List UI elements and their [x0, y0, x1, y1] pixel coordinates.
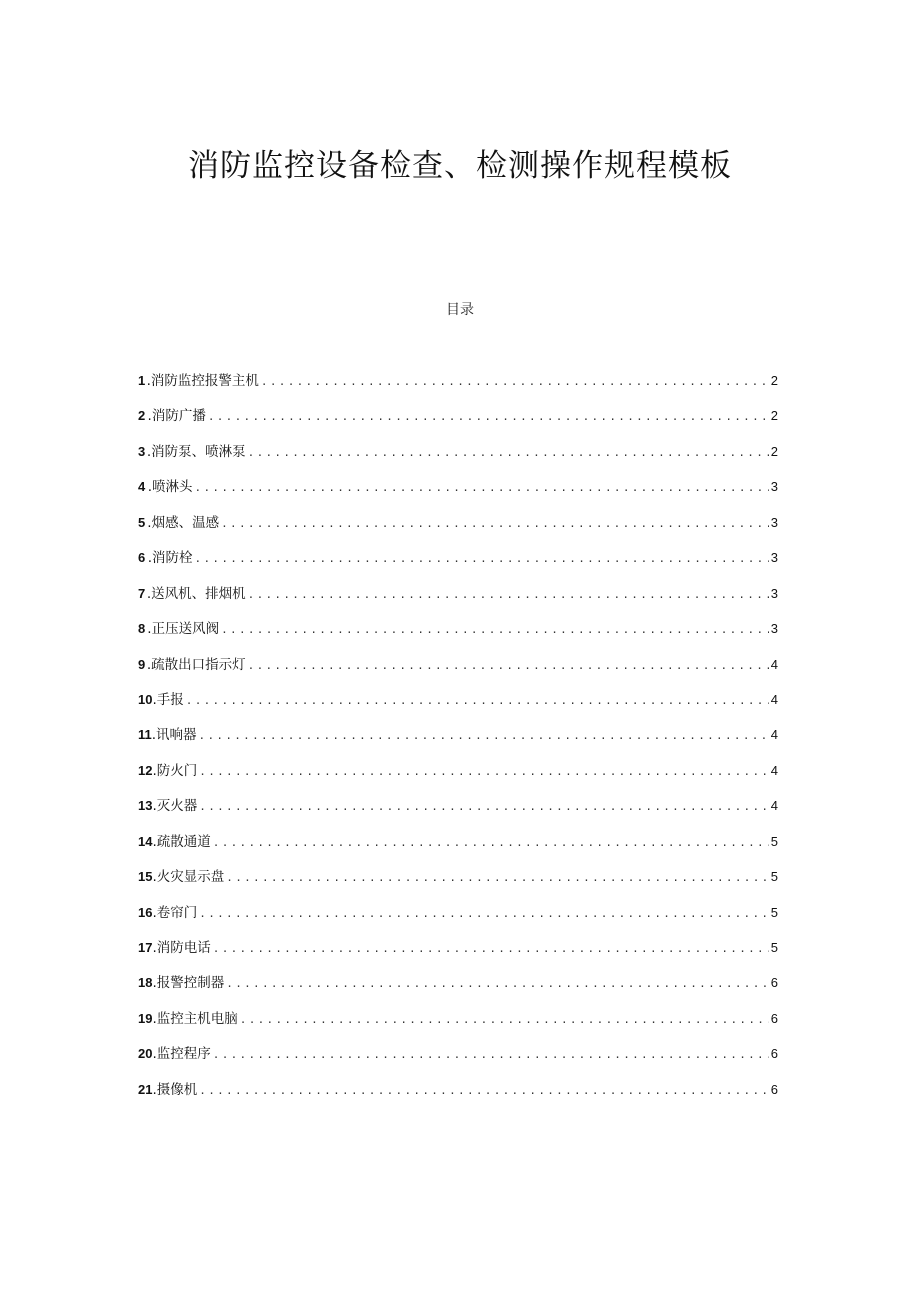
toc-entry-number: 3 [138, 443, 146, 459]
toc-entry[interactable] [138, 934, 778, 969]
toc-entry-page: 6 [770, 1010, 778, 1026]
document-title: 消防监控设备检查、检测操作规程模板 [188, 148, 732, 184]
toc-entry-label: .烟感、温感 [147, 514, 220, 531]
toc-entry[interactable] [138, 969, 778, 1004]
toc-entry-number: 18 [138, 975, 153, 991]
toc-entry-page: 5 [770, 940, 778, 955]
toc-dot-leader [199, 758, 769, 786]
toc-entry-number: 20 [138, 1046, 153, 1062]
toc-entry-label: .监控程序 [152, 1046, 211, 1063]
toc-entry-label: .消防监控报警主机 [146, 373, 259, 389]
toc-entry-page: 4 [770, 762, 778, 778]
toc-entry[interactable] [138, 1005, 778, 1040]
toc-entry-number: 8 [138, 621, 146, 637]
toc-entry-label: .喷淋头 [147, 479, 193, 496]
toc-entry-page: 3 [770, 585, 778, 601]
toc-entry-page: 2 [770, 443, 778, 459]
toc-dot-leader [226, 864, 769, 892]
toc-entry-number: 9 [138, 656, 146, 672]
toc-entry-page: 6 [770, 1046, 778, 1062]
toc-entry-page: 5 [770, 869, 778, 885]
toc-entry[interactable] [138, 367, 778, 402]
toc-dot-leader [199, 900, 769, 928]
toc-dot-leader [213, 829, 769, 857]
toc-entry-page: 5 [770, 833, 778, 849]
toc-entry-number: 4 [138, 479, 146, 495]
toc-entry[interactable] [138, 899, 778, 934]
toc-entry-page: 3 [770, 479, 778, 495]
toc-entry-label: .灭火器 [152, 798, 198, 815]
toc-dot-leader [221, 616, 769, 644]
toc-entry-number: 10 [138, 691, 153, 707]
toc-entry[interactable] [138, 1040, 778, 1075]
toc-entry[interactable] [138, 1076, 778, 1111]
toc-entry-number: 11 [138, 727, 152, 743]
toc-dot-leader [240, 1006, 769, 1034]
toc-entry[interactable] [138, 615, 778, 650]
toc-entry-page: 6 [770, 975, 778, 991]
table-of-contents [138, 367, 778, 1111]
toc-dot-leader [208, 403, 769, 431]
toc-entry-label: .卷帘门 [152, 904, 198, 921]
toc-entry-label: .疏散通道 [152, 833, 211, 850]
toc-entry-number: 12 [138, 762, 153, 778]
toc-dot-leader [248, 581, 769, 609]
toc-entry-page: 5 [770, 904, 778, 920]
toc-entry[interactable] [138, 721, 778, 756]
toc-entry[interactable] [138, 509, 778, 544]
toc-entry-number: 17 [138, 940, 153, 955]
toc-entry-number: 16 [138, 904, 153, 920]
toc-dot-leader [221, 510, 769, 538]
toc-entry-label: .讯响器 [151, 727, 197, 744]
toc-entry-number: 19 [138, 1010, 153, 1026]
toc-entry[interactable] [138, 473, 778, 508]
toc-entry-page: 2 [770, 373, 778, 388]
toc-dot-leader [199, 793, 769, 821]
toc-dot-leader [199, 1077, 769, 1105]
toc-entry[interactable] [138, 792, 778, 827]
toc-dot-leader [213, 1041, 769, 1069]
toc-entry-label: .送风机、排烟机 [146, 585, 246, 602]
toc-entry-page: 3 [770, 550, 778, 566]
toc-entry-number: 6 [138, 550, 146, 566]
toc-entry-page: 3 [770, 514, 778, 530]
toc-entry-number: 1 [138, 373, 146, 388]
toc-entry[interactable] [138, 686, 778, 721]
toc-dot-leader [261, 368, 769, 396]
toc-entry-page: 3 [770, 621, 778, 637]
toc-dot-leader [186, 687, 769, 715]
toc-heading: 目录 [446, 302, 474, 318]
toc-entry-label: .消防广播 [147, 408, 206, 425]
toc-entry[interactable] [138, 651, 778, 686]
toc-dot-leader [213, 935, 769, 963]
toc-entry[interactable] [138, 544, 778, 579]
toc-entry-number: 2 [138, 408, 146, 424]
toc-entry-label: .摄像机 [152, 1081, 198, 1098]
toc-dot-leader [195, 545, 769, 573]
toc-entry-page: 4 [770, 656, 778, 672]
toc-entry-label: .报警控制器 [152, 975, 225, 992]
toc-entry-page: 4 [770, 727, 778, 743]
toc-entry-label: .监控主机电脑 [152, 1010, 238, 1027]
toc-entry-label: .消防电话 [152, 940, 211, 956]
toc-entry-label: .消防栓 [147, 550, 193, 567]
toc-entry-number: 13 [138, 798, 153, 814]
toc-entry[interactable] [138, 402, 778, 437]
toc-entry[interactable] [138, 828, 778, 863]
toc-entry-page: 4 [770, 798, 778, 814]
toc-dot-leader [195, 474, 769, 502]
toc-dot-leader [199, 722, 769, 750]
toc-dot-leader [248, 652, 769, 680]
toc-entry-page: 4 [770, 691, 778, 707]
toc-dot-leader [226, 970, 769, 998]
toc-entry[interactable] [138, 438, 778, 473]
toc-entry[interactable] [138, 757, 778, 792]
toc-entry-label: .防火门 [152, 762, 198, 779]
toc-entry-label: .疏散出口指示灯 [146, 656, 246, 673]
toc-entry-page: 2 [770, 408, 778, 424]
toc-entry[interactable] [138, 863, 778, 898]
toc-entry-number: 21 [138, 1081, 153, 1097]
toc-entry[interactable] [138, 580, 778, 615]
toc-entry-label: .手报 [152, 691, 184, 708]
toc-entry-label: .正压送风阀 [147, 621, 220, 638]
toc-entry-number: 15 [138, 869, 153, 885]
toc-entry-label: .消防泵、喷淋泵 [146, 443, 246, 460]
toc-dot-leader [248, 439, 769, 467]
toc-entry-label: .火灾显示盘 [152, 869, 225, 886]
toc-entry-number: 14 [138, 833, 153, 849]
toc-entry-number: 7 [138, 585, 146, 601]
toc-entry-page: 6 [770, 1081, 778, 1097]
toc-entry-number: 5 [138, 514, 146, 530]
